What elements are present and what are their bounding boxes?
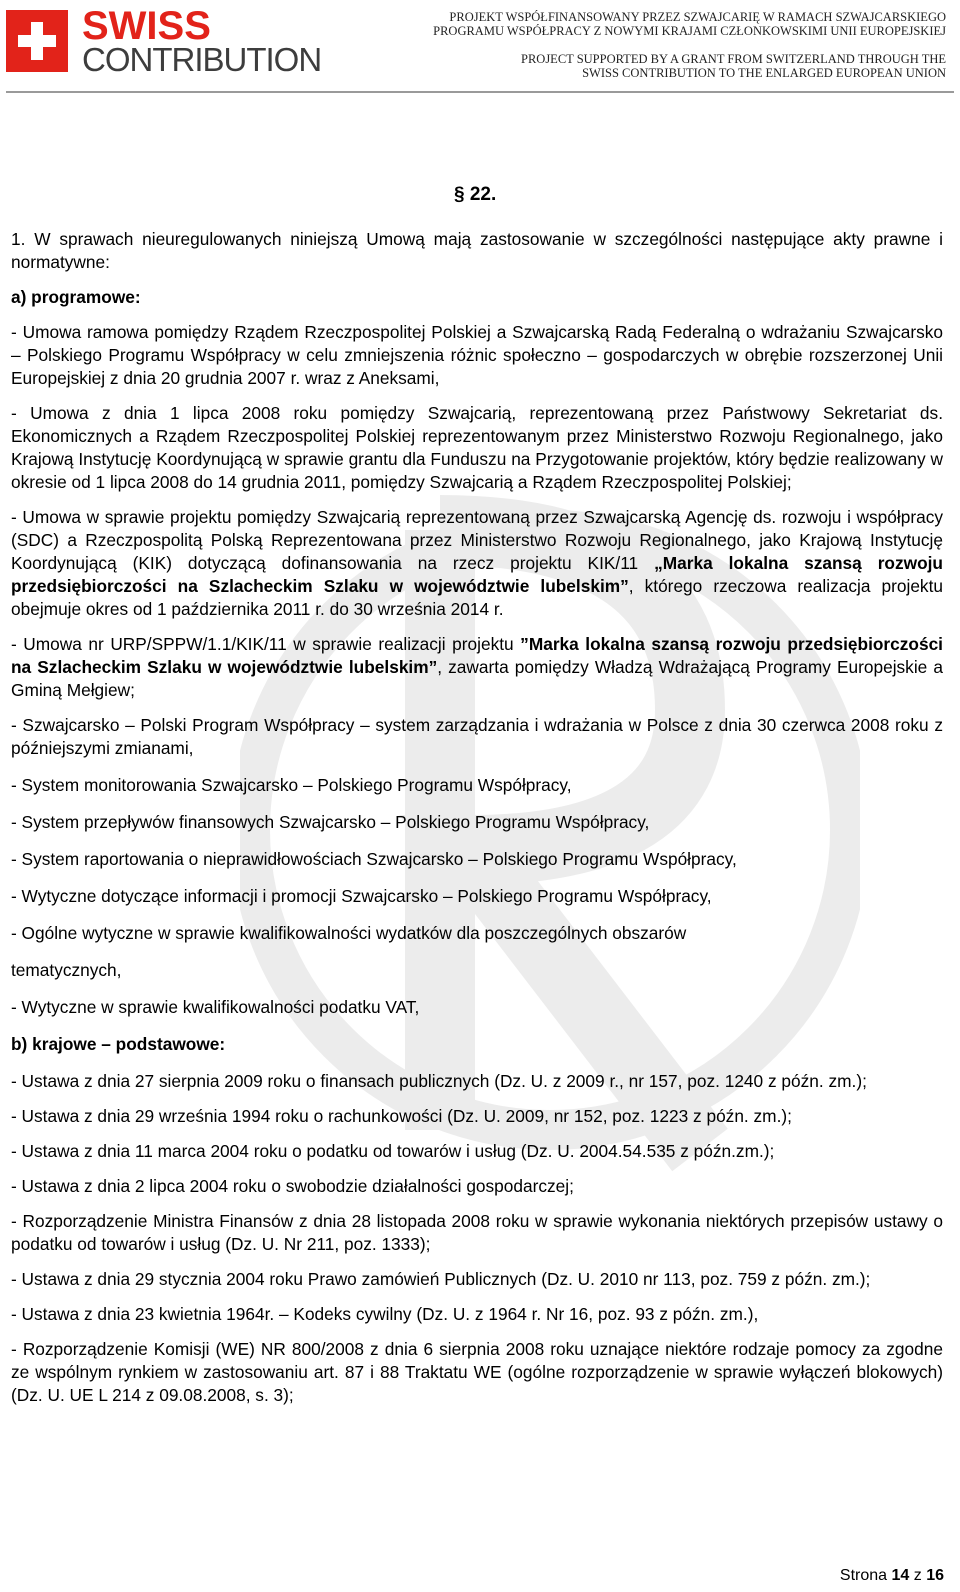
header-pl-line-1: PROJEKT WSPÓŁFINANSOWANY PRZEZ SZWAJCARIĘ W RAMACH SZWAJCARSKIEGO bbox=[449, 10, 946, 24]
page-header bbox=[0, 0, 960, 96]
list-item: - Umowa w sprawie projektu pomiędzy Szwajcarią reprezentowaną przez Szwajcarską Agencję ds. rozwoju i współpracy (SDC) a Rzeczpospolitą Polską Reprezentowana przez Ministerstwo Rozwoju Regionalnego, jako Krajową Instytucję Koordynującą (KIK) dotyczącą dofinansowania na rzecz projektu KIK/11 „Marka lokalna szansą rozwoju przedsiębiorczości na Szlacheckim Szlaku w województwie lubelskim”, którego rzeczowa realizacja projektu obejmuje okres od 1 października 2011 r. do 30 września 2014 r. bbox=[11, 507, 943, 619]
list-item: - Wytyczne w sprawie kwalifikowalności podatku VAT, bbox=[11, 997, 420, 1017]
heading-krajowe: b) krajowe – podstawowe: bbox=[11, 1034, 226, 1054]
list-item: - Rozporządzenie Komisji (WE) NR 800/2008 z dnia 6 sierpnia 2008 roku uznające niektóre rodzaje pomocy za zgodne ze wspólnym rynkiem w zastosowaniu art. 87 i 88 Traktatu WE (ogólne rozporządzenie w sprawie wyłączeń blokowych) (Dz. U. UE L 214 z 09.08.2008, s. 3); bbox=[11, 1339, 943, 1405]
page-number: Strona 14 z 16 bbox=[839, 1567, 944, 1584]
list-item: - Wytyczne dotyczące informacji i promocji Szwajcarsko – Polskiego Programu Współpracy, bbox=[11, 886, 712, 906]
document-body bbox=[11, 180, 943, 1407]
list-item: - System przepływów finansowych Szwajcarsko – Polskiego Programu Współpracy, bbox=[11, 812, 650, 832]
header-en-line-2: SWISS CONTRIBUTION TO THE ENLARGED EUROPEAN UNION bbox=[582, 66, 946, 80]
list-item: - Umowa ramowa pomiędzy Rządem Rzeczpospolitej Polskiej a Szwajcarską Radą Federalną o wdrażaniu Szwajcarsko – Polskiego Programu Współpracy w celu zmniejszenia różnic społeczno – gospodarczych w obrębie rozszerzonej Unii Europejskiej z dnia 20 grudnia 2007 r. wraz z Aneksami, bbox=[11, 322, 943, 388]
project-title-bold: ”Marka lokalna szansą rozwoju przedsiębiorczości na Szlacheckim Szlaku w województwie lubelskim” bbox=[11, 634, 943, 677]
current-page: 14 bbox=[891, 1567, 910, 1584]
swiss-flag-icon bbox=[6, 10, 68, 72]
header-en-line-1: PROJECT SUPPORTED BY A GRANT FROM SWITZERLAND THROUGH THE bbox=[521, 52, 946, 66]
project-title-bold: „Marka lokalna szansą rozwoju przedsiębiorczości na Szlacheckim Szlaku w województwie lubelskim” bbox=[11, 553, 943, 596]
list-item: - Ustawa z dnia 29 stycznia 2004 roku Prawo zamówień Publicznych (Dz. U. 2010 nr 113, poz. 759 z późn. zm.); bbox=[11, 1269, 871, 1289]
logo-word-swiss: SWISS bbox=[82, 4, 211, 48]
list-item: - System raportowania o nieprawidłowościach Szwajcarsko – Polskiego Programu Współpracy, bbox=[11, 849, 737, 869]
header-pl-line-2: PROGRAMU WSPÓŁPRACY Z NOWYMI KRAJAMI CZŁONKOWSKIMI UNII EUROPEJSKIEJ bbox=[433, 24, 946, 38]
list-item: - Rozporządzenie Ministra Finansów z dnia 28 listopada 2008 roku w sprawie wykonania niektórych przepisów ustawy o podatku od towarów i usług (Dz. U. Nr 211, poz. 1333); bbox=[11, 1211, 943, 1254]
swiss-contribution-logo bbox=[6, 4, 322, 78]
list-item: - Szwajcarsko – Polski Program Współpracy – system zarządzania i wdrażania w Polsce z dnia 30 czerwca 2008 roku z późniejszymi zmianami, bbox=[11, 715, 943, 758]
total-pages: 16 bbox=[926, 1567, 944, 1584]
list-item: - System monitorowania Szwajcarsko – Polskiego Programu Współpracy, bbox=[11, 775, 572, 795]
header-polish-text bbox=[386, 10, 946, 38]
logo-word-contribution: CONTRIBUTION bbox=[82, 41, 322, 78]
list-item: - Ustawa z dnia 11 marca 2004 roku o podatku od towarów i usług (Dz. U. 2004.54.535 z późn.zm.); bbox=[11, 1141, 775, 1161]
list-item-continuation: tematycznych, bbox=[11, 960, 122, 980]
header-english-text bbox=[386, 52, 946, 80]
list-item: - Ustawa z dnia 27 sierpnia 2009 roku o finansach publicznych (Dz. U. z 2009 r., nr 157, poz. 1240 z późn. zm.); bbox=[11, 1071, 867, 1091]
list-item: - Ustawa z dnia 29 września 1994 roku o rachunkowości (Dz. U. 2009, nr 152, poz. 1223 z późn. zm.); bbox=[11, 1106, 792, 1126]
list-item: - Umowa z dnia 1 lipca 2008 roku pomiędzy Szwajcarią, reprezentowaną przez Państwowy Sekretariat ds. Ekonomicznych a Rządem Rzeczpospolitej Polskiej reprezentowanym przez Ministerstwo Rozwoju Regionalnego, jako Krajową Instytucję Koordynującą w sprawie grantu dla Funduszu na Przygotowanie projektów, który będzie realizowany w okresie od 1 lipca 2008 do 14 grudnia 2011, pomiędzy Szwajcarią a Rządem Rzeczpospolitej Polskiej; bbox=[11, 403, 943, 492]
list-item: - Umowa nr URP/SPPW/1.1/KIK/11 w sprawie realizacji projektu ”Marka lokalna szansą rozwoju przedsiębiorczości na Szlacheckim Szlaku w województwie lubelskim”, zawarta pomiędzy Władzą Wdrażającą Programy Europejskie a Gminą Mełgiew; bbox=[11, 634, 943, 700]
list-item: - Ustawa z dnia 2 lipca 2004 roku o swobodzie działalności gospodarczej; bbox=[11, 1176, 574, 1196]
list-item: - Ogólne wytyczne w sprawie kwalifikowalności wydatków dla poszczególnych obszarów bbox=[11, 923, 687, 943]
header-divider bbox=[6, 91, 954, 93]
section-number: § 22. bbox=[454, 184, 497, 205]
list-item: - Ustawa z dnia 23 kwietnia 1964r. – Kodeks cywilny (Dz. U. z 1964 r. Nr 16, poz. 93 z późn. zm.), bbox=[11, 1304, 759, 1324]
heading-programowe: a) programowe: bbox=[11, 287, 141, 307]
intro-paragraph: 1. W sprawach nieuregulowanych niniejszą Umową mają zastosowanie w szczególności następujące akty prawne i normatywne: bbox=[11, 229, 943, 272]
